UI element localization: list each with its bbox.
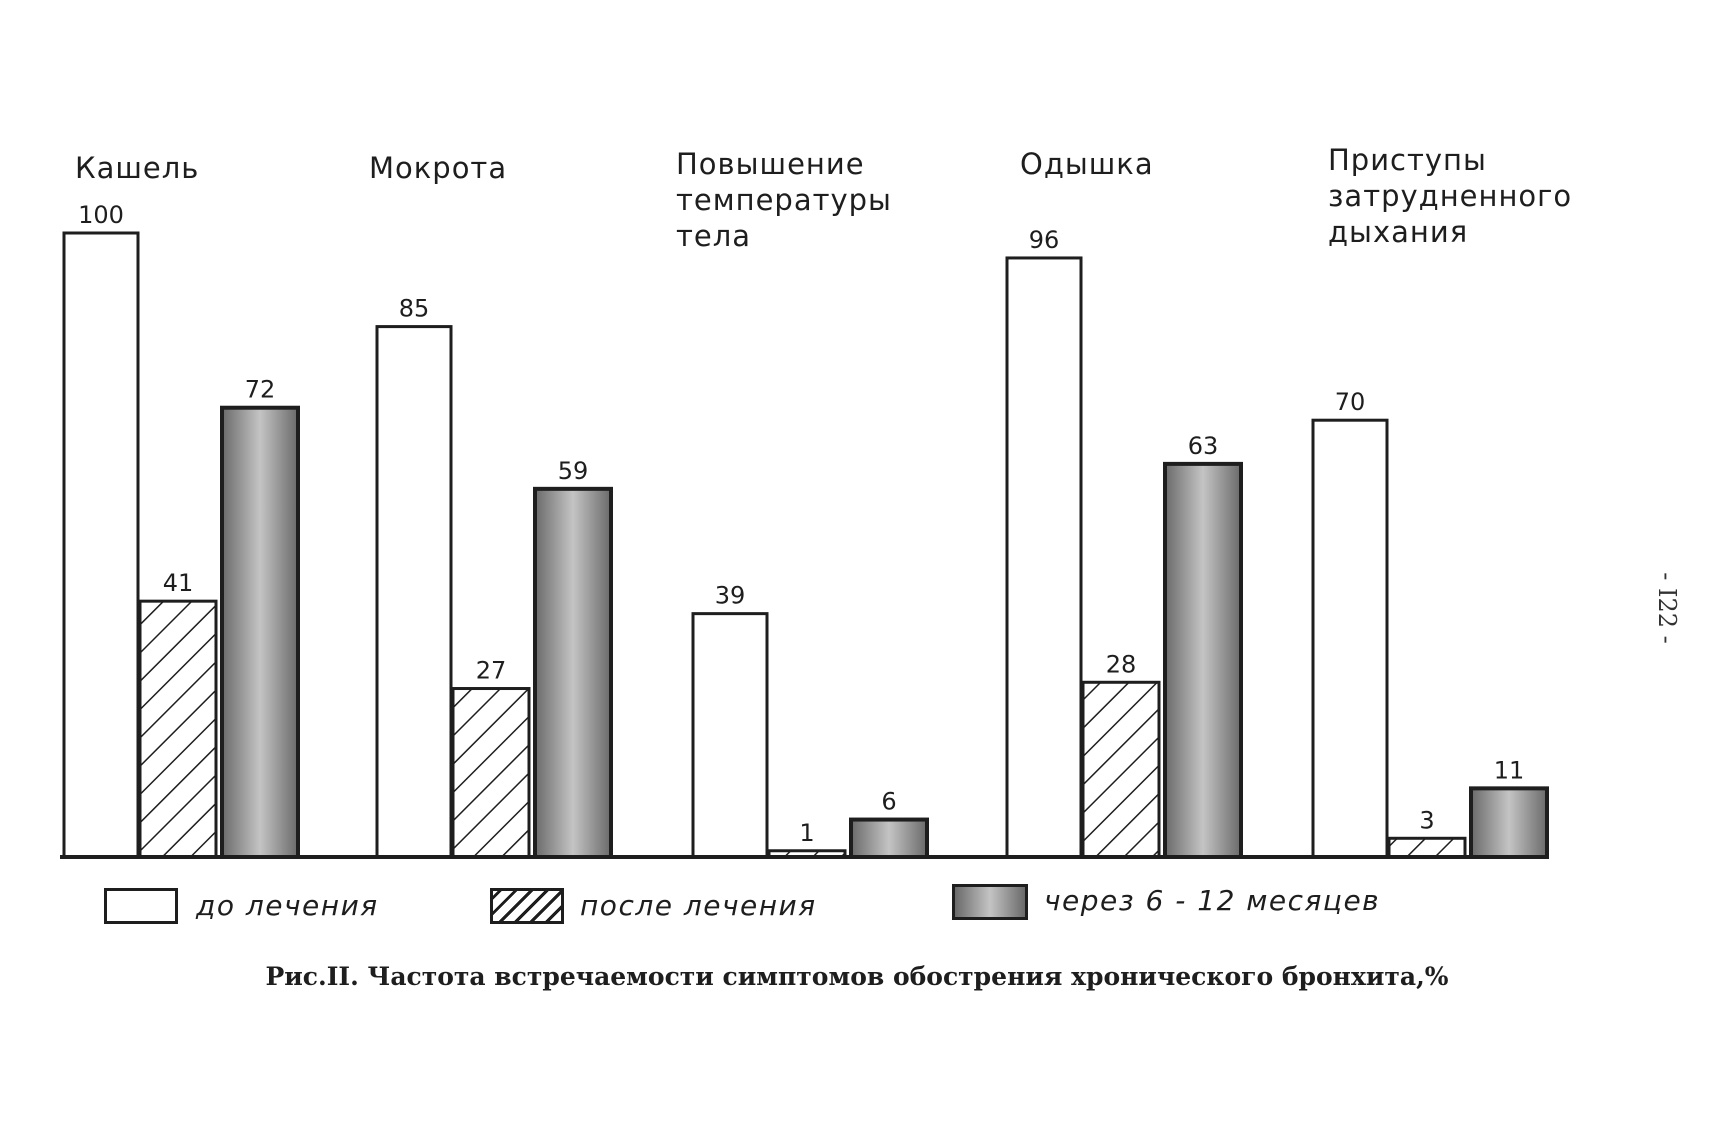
category-label-line: Повышение xyxy=(676,147,865,181)
category-label-sputum xyxy=(369,150,507,186)
bar-after-3 xyxy=(1083,682,1159,857)
legend-label-followup: через 6 - 12 месяцев xyxy=(1044,884,1381,917)
bar-after-0 xyxy=(140,601,216,857)
value-label-before-4: 70 xyxy=(1334,388,1366,417)
bar-followup-3 xyxy=(1165,464,1241,857)
category-label-line: Приступы xyxy=(1328,143,1487,177)
bars-group xyxy=(64,233,1547,857)
value-label-followup-2: 6 xyxy=(881,787,897,816)
value-label-after-4: 3 xyxy=(1419,806,1435,835)
category-label-line: Кашель xyxy=(75,151,200,185)
legend-swatch-after xyxy=(490,888,564,924)
value-label-before-2: 39 xyxy=(714,581,746,610)
bar-before-2 xyxy=(693,614,767,857)
legend-swatch-followup xyxy=(952,884,1028,920)
bar-before-4 xyxy=(1313,420,1387,857)
bar-after-4 xyxy=(1389,838,1465,857)
page-number-text: - I22 - xyxy=(1653,572,1681,644)
category-label-fever xyxy=(676,146,892,254)
value-label-followup-0: 72 xyxy=(244,375,276,404)
bar-followup-4 xyxy=(1471,788,1547,857)
legend-label-after: после лечения xyxy=(580,889,817,922)
value-label-after-2: 1 xyxy=(799,818,815,847)
category-label-asthma-attacks xyxy=(1328,142,1572,250)
bar-before-3 xyxy=(1007,258,1081,857)
value-label-before-3: 96 xyxy=(1028,225,1060,254)
value-label-before-0: 100 xyxy=(78,201,124,229)
bar-before-0 xyxy=(64,233,138,857)
category-label-line: Мокрота xyxy=(369,151,508,185)
legend-swatch-before xyxy=(104,888,178,924)
legend-label-before: до лечения xyxy=(196,889,379,922)
category-label-line: дыхания xyxy=(1328,215,1469,249)
figure-caption: Рис.II. Частота встречаемости симптомов обострения хронического бронхита,% xyxy=(265,962,1449,991)
category-label-line: Одышка xyxy=(1020,147,1154,181)
page-number xyxy=(1652,548,1682,668)
value-label-followup-1: 59 xyxy=(557,456,589,485)
category-label-line: тела xyxy=(676,219,752,253)
category-label-line: затрудненного xyxy=(1328,179,1573,213)
category-label-line: температуры xyxy=(676,183,892,217)
value-label-after-1: 27 xyxy=(475,656,507,685)
value-label-before-1: 85 xyxy=(398,294,430,323)
value-label-followup-3: 63 xyxy=(1187,431,1219,460)
bar-followup-0 xyxy=(222,408,298,857)
value-label-followup-4: 11 xyxy=(1493,756,1525,785)
bar-followup-1 xyxy=(535,489,611,857)
bar-after-1 xyxy=(453,689,529,857)
value-label-after-3: 28 xyxy=(1105,650,1137,679)
value-label-after-0: 41 xyxy=(162,569,194,598)
bar-before-1 xyxy=(377,327,451,857)
category-label-dyspnea xyxy=(1020,146,1154,182)
bar-followup-2 xyxy=(851,820,927,857)
category-label-cough xyxy=(75,150,199,186)
